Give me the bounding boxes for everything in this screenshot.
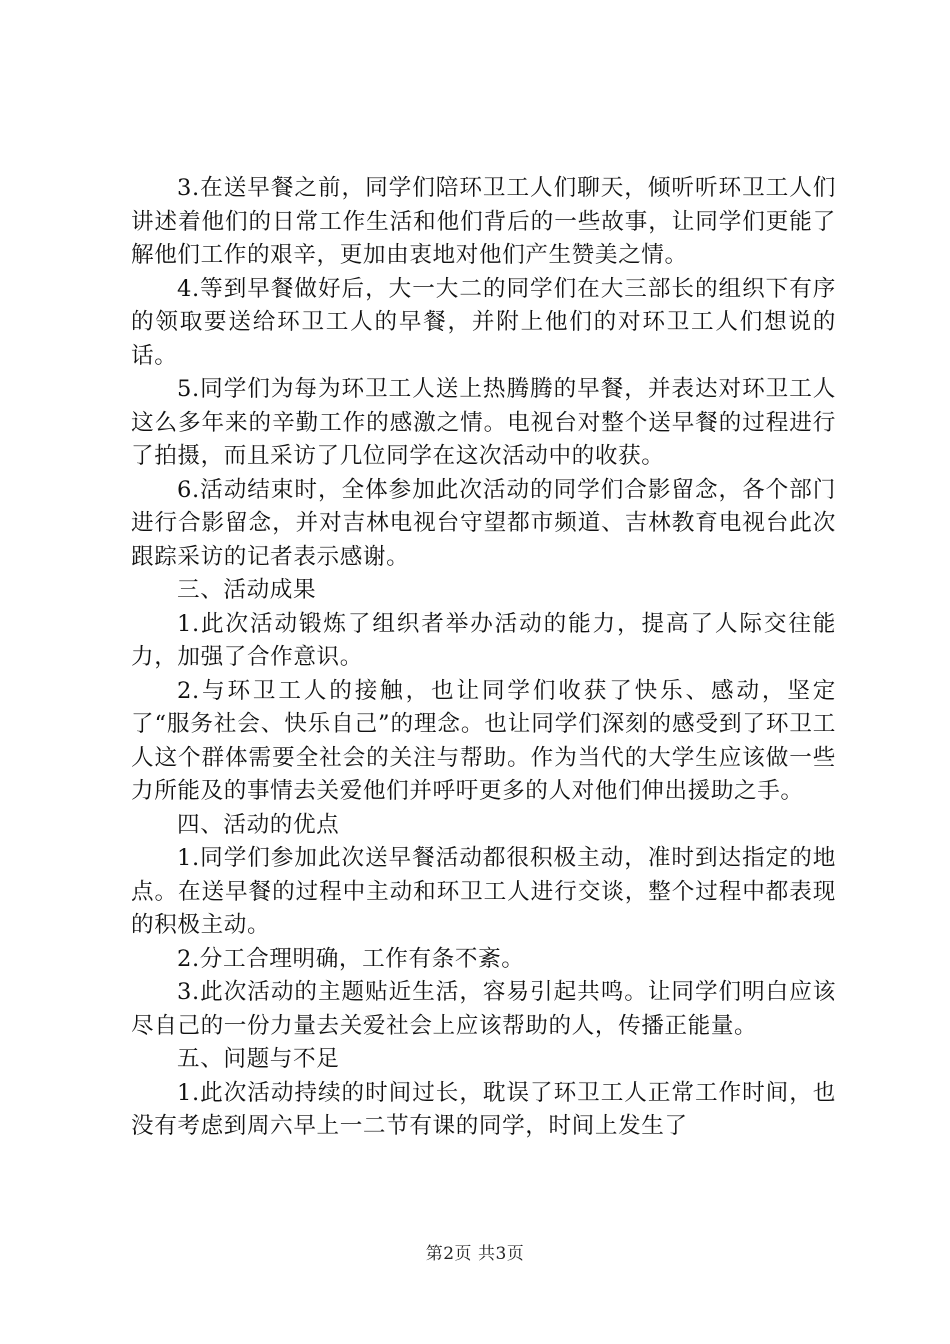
paragraph-problem-1: 1.此次活动持续的时间过长，耽误了环卫工人正常工作时间，也没有考虑到周六早上一二节有课的同学，时间上发生了 [131,1079,836,1139]
paragraph-activity-step-4: 4.等到早餐做好后，大一大二的同学们在大三部长的组织下有序的领取要送给环卫工人的早餐，并附上他们的对环卫工人们想说的话。 [131,275,836,369]
paragraph-activity-step-3: 3.在送早餐之前，同学们陪环卫工人们聊天，倾听听环卫工人们讲述着他们的日常工作生活和他们背后的一些故事，让同学们更能了解他们工作的艰辛，更加由衷地对他们产生赞美之情。 [131,175,836,268]
page-number-footer: 第2页 共3页 [425,1244,525,1264]
paragraph-activity-step-5: 5.同学们为每为环卫工人送上热腾腾的早餐，并表达对环卫工人这么多年来的辛勤工作的感激之情。电视台对整个送早餐的过程进行了拍摄，而且采访了几位同学在这次活动中的收获。 [131,376,836,469]
paragraph-strength-3: 3.此次活动的主题贴近生活，容易引起共鸣。让同学们明白应该尽自己的一份力量去关爱社会上应该帮助的人，传播正能量。 [131,979,836,1039]
section-heading-strengths: 四、活动的优点 [177,811,340,838]
paragraph-result-2: 2.与环卫工人的接触，也让同学们收获了快乐、感动，坚定了“服务社会、快乐自己”的理念。也让同学们深刻的感受到了环卫工人这个群体需要全社会的关注与帮助。作为当代的大学生应该做一些力所能及的事情去关爱他们并呼吁更多的人对他们伸出援助之手。 [131,677,836,804]
paragraph-strength-1: 1.同学们参加此次送早餐活动都很积极主动，准时到达指定的地点。在送早餐的过程中主动和环卫工人进行交谈，整个过程中都表现的积极主动。 [131,845,836,938]
paragraph-result-1: 1.此次活动锻炼了组织者举办活动的能力，提高了人际交往能力，加强了合作意识。 [131,610,836,670]
section-heading-results: 三、活动成果 [177,577,317,603]
document-body [131,172,836,1144]
paragraph-activity-step-6: 6.活动结束时，全体参加此次活动的同学们合影留念，各个部门进行合影留念，并对吉林电视台守望都市频道、吉林教育电视台此次跟踪采访的记者表示感谢。 [131,476,836,570]
paragraph-strength-2: 2.分工合理明确，工作有条不紊。 [177,945,525,972]
section-heading-problems: 五、问题与不足 [177,1046,340,1072]
